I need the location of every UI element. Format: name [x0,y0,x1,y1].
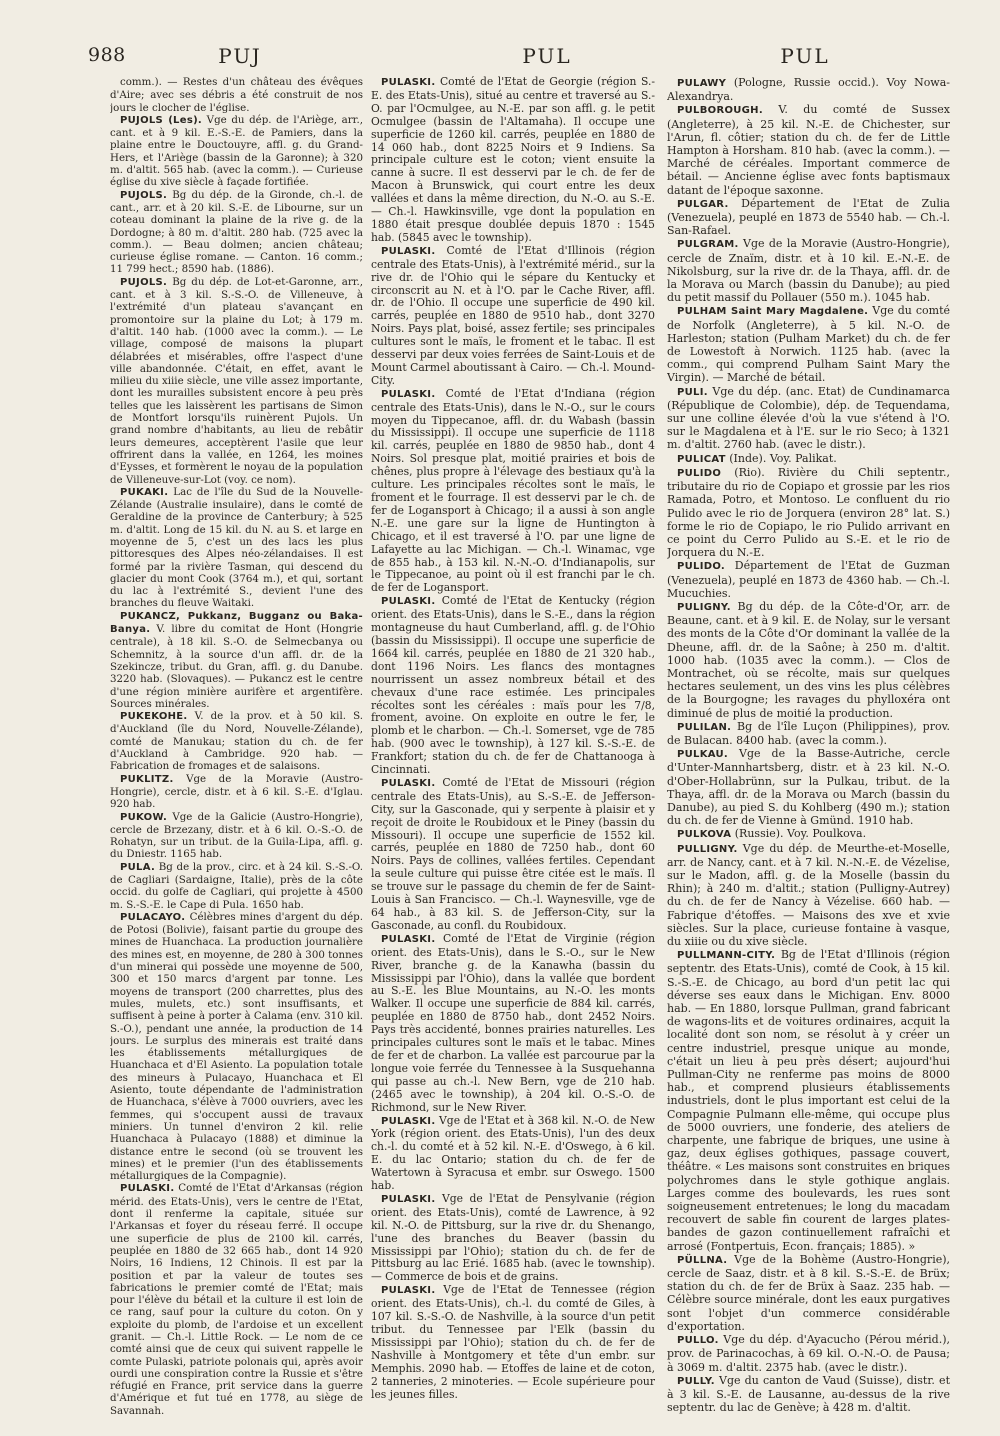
entry-headword: PUKOW. [120,811,168,823]
entry-text: Comté de l'Etat de Missouri (région centrale des Etats-Unis), au S.-S.-E. de Jefferson-City, sur la Gasconade, qui y serpente à plaisir et y reçoit de droite le Roubidoux et le Piney (bassin du Missouri). Il occupe une superficie de 1552 kil. carrés, peuplée en 1880 de 7250 hab., dont 60 Noirs. Pays de collines, vallées fertiles. Cependant la seule culture qui puisse être citée est le maïs. Il se trouve sur le passage du chemin de fer de Saint-Louis à San Francisco. — Ch.-l. Waynesville, vge de 64 hab., à 83 kil. S. de Jefferson-City, sur la Gasconade, au confl. du Roubidoux. [371,775,655,932]
entry-text: Vge de l'Etat de Pensylvanie (région orient. des Etats-Unis), comté de Lawrence, à 92 kil. N.-O. de Pittsburg, sur la rive dr. du Shenango, l'une des branches du Beaver (bassin du Mississippi par l'Ohio); station du ch. de fer de Pittsburg au lac Erié. 1685 hab. (avec le township). — Commerce de bois et de grains. [371,1191,655,1284]
entry-headword: PULIGNY. [677,601,731,613]
entry-text: V. de la prov. et à 50 kil. S. d'Auckland (île du Nord, Nouvelle-Zélande), comté de Manukau; station du ch. de fer d'Auckland à Cambridge. 920 hab. — Fabrication de fromages et de salaisons. [110,710,363,773]
entry-text: Comté de l'Etat d'Arkansas (région mérid. des Etats-Unis), vers le centre de l'Etat, dont il renferme la capitale, située sur l'Arkansas et foyer du réseau ferré. Il occupe une superficie de plus de 2100 kil. carrés, peuplée en 1880 de 32 665 hab., dont 14 920 Noirs, 16 Indiens, 12 Chinois. Il est par la position et par la valeur de toutes ses fabrications le premier comté de l'Etat; mais pour l'élève du bétail et la culture il est loin de ce rang, sauf pour la culture du coton. On y exploite du plomb, de l'ardoise et un excellent granit. — Ch.-l. Little Rock. — Le nom de ce comté ainsi que de ceux qui suivent rappelle le comte Pulaski, patriote polonais qui, après avoir ourdi une conspiration contre la Russie et s'être réfugié en France, prit service dans la guerre d'Amérique et fut tué en 1778, au siège de Savannah. [110,1182,363,1417]
dictionary-entry [110,911,363,1183]
entry-text: Lac de l'île du Sud de la Nouvelle-Zélande (Australie insulaire), dans le comté de Geraldine de la province de Canterbury; à 525 m. d'altit. Long de 15 kil. du N. au S. et large en moyenne de 5, c'est un des lacs les plus pittoresques des Alpes néo-zélandaises. Il est formé par la rivière Tasman, qui descend du glacier du mont Cook (3764 m.), et qui, sortant du lac à l'extrémité S., devient l'une des branches du fleuve Waitaki. [110,485,363,610]
dictionary-entry [667,76,950,103]
entry-headword: PULASKI. [381,388,436,400]
entry-headword: PULA. [120,861,156,873]
dictionary-entry [667,466,950,559]
entry-text: Comté de l'Etat de Virginie (région orient. des Etats-Unis), dans le S.-O., sur le New River, branche g. de la Kanawha (bassin du Mississippi par l'Ohio), dans la vallée que bordent au S.-E. les Blue Mountains, au N.-O. les monts Walker. Il occupe une superficie de 884 kil. carrés, peuplée en 1880 de 8750 hab., dont 2452 Noirs. Pays très accidenté, bonnes prairies naturelles. Les principales cultures sont le maïs et le tabac. Mines de fer et de charbon. La vallée est parcourue par la longue voie ferrée du Tennessee à la Susquehanna qui passe au ch.-l. New Bern, vge de 210 hab. (2465 avec le township), à 204 kil. O.-S.-O. de Richmond, sur le New River. [371,931,655,1114]
dictionary-entry [371,777,655,933]
dictionary-entry [667,103,950,196]
entry-headword: PULASKI. [381,596,436,608]
entry-text: Vge du dép. de Meurthe-et-Moselle, arr. de Nancy, cant. et à 7 kil. N.-N.-E. de Vézelise, sur le Madon, affl. g. de la Moselle (bassin du Rhin); à 240 m. d'altit.; station (Pulligny-Autrey) du ch. de fer de Nancy à Vézelise. 660 hab. — Fabrique d'étoffes. — Maisons des xve et xvie siècles. Sur la place, curieuse fontaine à vasque, du xiiie ou du xive siècle. [667,841,950,948]
entry-headword: PUKAKI. [120,486,169,498]
entry-text: Vge de la Galicie (Austro-Hongrie), cercle de Brzezany, distr. et à 6 kil. O.-S.-O. de Rohatyn, sur un tribut. de la Guila-Lipa, affl. g. du Dniestr. 1165 hab. [110,810,363,861]
dictionary-entry [667,720,950,747]
dictionary-entry [371,76,655,245]
dictionary-entry [667,559,950,600]
dictionary-entry [110,189,363,276]
entry-headword: PUKANCZ, Pukkanz, Bugganz ou Baka-Banya. [110,610,363,636]
entry-headword: PULILAN. [677,721,732,733]
dictionary-entry [371,388,655,596]
text-column-3 [667,76,950,1428]
entry-headword: PULLMANN-CITY. [677,950,776,962]
dictionary-entry [667,237,950,304]
entry-headword: PULI. [677,386,708,398]
entry-headword: PUKEKOHE. [120,711,188,723]
entry-text: Bg de la prov., circ. et à 24 kil. S.-S.-O. de Cagliari (Sardaigne, Italie), près de la côte occid. du golfe de Cagliari, qui projette à 4500 m. S.-S.-E. le Cape di Pula. 1650 hab. [110,860,363,911]
dictionary-entry [371,595,655,777]
entry-headword: PULASKI. [381,245,436,257]
dictionary-entry [667,385,950,452]
entry-text: Bg de l'Etat d'Illinois (région septentr. des Etats-Unis), comté de Cook, à 15 kil. S.-S.-E. de Chicago, au bord d'un petit lac qui déverse ses eaux dans le Michigan. Env. 8000 hab. — En 1880, lorsque Pullman, grand fabricant de wagons-lits et de voitures ordinaires, acquit la localité dont son nom, se résolut à y créer un centre industriel, presque unique au monde, c'était un lieu à peu près désert; aujourd'hui Pullman-City ne renferme pas moins de 8000 hab., et comprend plusieurs établissements industriels, dont le plus important est celui de la Compagnie Pulmann elle-même, qui occupe plus de 5000 ouvriers, une fonderie, des ateliers de charpente, une fabrique de briques, une usine à gaz, deux églises gothiques, passage couvert, théâtre. « Les maisons sont construites en briques polychromes dans le style gothique anglais. Larges comme des boulevards, les rues sont soigneusement entretenues; le long du macadam recouvert de sable fin courent de larges plates-bandes de gazon continuellement rafraîchi et arrosé (Fontpertuis, Econ. français; 1885). » [667,948,950,1253]
page-number: 988 [88,44,126,66]
entry-text: Célèbres mines d'argent du dép. de Potosi (Bolivie), faisant partie du groupe des mines de Huanchaca. La production journalière des mines est, en moyenne, de 280 à 300 tonnes d'un minerai qui possède une moyenne de 500, 300 et 150 marcs d'argent par tonne. Les moyens de transport (200 charrettes, plus des mules, mulets, etc.) sont insuffisants, et suffisent à peine à porter à Calama (env. 310 kil. S.-O.), pendant une année, la production de 14 jours. Le surplus des minerais est traité dans les établissements métallurgiques de Huanchaca et d'El Asiento. La population totale des mineurs à Pulacayo, Huanchaca et El Asiento, toute dépendante de l'administration de Huanchaca, s'élève à 7000 ouvriers, avec les femmes, qui s'occupent aussi de travaux miniers. Un tunnel d'environ 2 kil. relie Huanchaca à Pulacayo (1888) et diminue la distance entre le second (où se trouvent les mines) et le premier (l'un des établissements métallurgiques de la Compagnie). [110,910,363,1183]
entry-text: V. du comté de Sussex (Angleterre), à 25 kil. N.-E. de Chichester, sur l'Arun, fl. côtier; station du ch. de fer de Little Hampton à Horsham. 810 hab. (avec la comm.). — Marché de céréales. Important commerce de bétail. — Ancienne église avec fonts baptismaux datant de l'époque saxonne. [667,103,950,197]
dictionary-entry [371,1115,655,1193]
dictionary-entry [371,933,655,1115]
entry-text: Comté de l'Etat d'Indiana (région centrale des Etats-Unis), dans le N.-O., sur le cours moyen du Tippecanoe, affl. dr. du Wabash (bassin du Mississippi). Il occupe une superficie de 1118 kil. carrés, peuplée en 1880 de 9850 hab., dont 4 Noirs. Sol presque plat, moitié prairies et bois de chênes, plus propre à l'élevage des bestiaux qu'à la culture. Les principales récoltes sont le maïs, le froment et le fourrage. Il est desservi par le ch. de fer de Logansport à Chicago; il a aussi à son angle N.-E. une gare sur la ligne de Huntington à Chicago, et il est traversé à l'O. par une ligne de Lafayette au lac Michigan. — Ch.-l. Winamac, vge de 855 hab., à 153 kil. N.-N.-O. d'Indianapolis, sur le Tippecanoe, au point où il est franchi par le ch. de fer de Logansport. [371,386,655,595]
dictionary-entry [110,610,363,710]
dictionary-entry [667,197,950,238]
entry-text: Bg du dép. de Lot-et-Garonne, arr., cant. et à 3 kil. S.-S.-O. de Villeneuve, à l'extrémité d'un plateau s'avançant en promontoire sur la plaine du Lot; à 179 m. d'altit. 140 hab. (1000 avec la comm.). — Le village, composé de maisons la plupart délabrées et misérables, offre l'aspect d'une ville abandonnée. C'était, en effet, avant le milieu du xiiie siècle, une ville assez importante, dont les murailles subsistent encore à peu près telles que les laissèrent les partisans de Simon de Montfort lorsqu'ils ruinèrent Pujols. Un grand nombre d'habitants, au lieu de rebâtir leurs demeures, acceptèrent l'asile que leur offrirent dans la vallée, en 1264, les moines d'Eysses, et formèrent le noyau de la population de Villeneuve-sur-Lot (voy. ce nom). [110,275,363,486]
entry-headword: PULLO. [677,1335,719,1347]
entry-headword: PULKOVA [677,829,732,841]
dictionary-entry [667,452,950,466]
dictionary-entry [371,245,655,388]
entry-headword: PULASKI. [381,777,436,789]
dictionary-entry [371,1193,655,1284]
entry-text: Bg de l'île Luçon (Philippines), prov. de Bulacan. 8400 hab. (avec la comm.). [667,719,950,747]
entry-headword: PUJOLS (Les). [120,114,203,126]
entry-text: Vge du comté de Norfolk (Angleterre), à 5 kil. N.-O. de Harleston; station (Pulham Market) du ch. de fer de Lowestoft à Norwich. 1125 hab. (avec la comm., qui comprend Pulham Saint Mary the Virgin). — Marché de bétail. [667,304,950,385]
dictionary-entry [667,842,950,949]
entry-text: Département de l'Etat de Zulia (Venezuela), peuplé en 1873 de 5540 hab. — Ch.-l. San-Rafael. [667,196,950,238]
entry-text: Vge de la Moravie (Austro-Hongrie), cercle de Znaïm, distr. et à 10 kil. E.-N.-E. de Nikolsburg, sur la rive dr. de la Thaya, affl. dr. de la Morava ou March (bassin du Danube); au pied du petit massif du Pollauer (550 m.). 1045 hab. [667,237,950,305]
entry-headword: PULASKI. [381,1285,436,1297]
dictionary-entry [667,747,950,827]
entry-headword: PULICAT [677,453,726,465]
entry-headword: PULGRAM. [677,239,739,251]
dictionary-entry [110,861,363,911]
running-head-center: PUL [522,44,572,68]
entry-headword: PÜLLNA. [677,1254,728,1266]
dictionary-entry [667,1253,950,1333]
entry-headword: PULASKI. [120,1183,175,1195]
entry-text: Bg du dép. de la Gironde, ch.-l. de cant., arr. et à 20 kil. S.-E. de Libourne, sur un coteau dominant la plaine de la rive g. de la Dordogne; à 80 m. d'altit. 280 hab. (725 avec la comm.). — Beau dolmen; ancien château; curieuse église romane. — Canton. 16 comm.; 11 799 hect.; 8590 hab. (1886). [110,188,363,276]
entry-text: Vge de l'Etat de Tennessee (région orient. des Etats-Unis), ch.-l. du comté de Giles, à 107 kil. S.-S.-O. de Nashville, à la source d'un petit tribut. du Tennessee par l'Elk (bassin du Mississippi par l'Ohio); station du ch. de fer de Nashville à Montgomery et tête d'un embr. sur Memphis. 2090 hab. — Etoffes de laine et de coton, 2 tanneries, 2 minoteries. — Ecole supérieure pour les jeunes filles. [371,1283,655,1401]
entry-headword: PULASKI. [381,1115,436,1127]
entry-text: (Inde). Voy. Palikat. [729,451,837,465]
entry-headword: PULASKI. [381,1193,436,1205]
entry-headword: PULASKI. [381,77,436,88]
entry-text: V. libre du comitat de Hont (Hongrie centrale), à 18 kil. S.-O. de Selmecbanya ou Schemnitz, à la source d'un affl. dr. de la Szekincze, tribut. du Gran, affl. g. du Danube. 3220 hab. (Slovaques). — Pukancz est le centre d'une région minière aurifère et argentifère. Sources minérales. [110,623,363,710]
entry-text: Comté de l'Etat de Georgie (région S.-E. des Etats-Unis), situé au centre et traversé au S.-O. par l'Ocmulgee, au N.-E. par son affl. g. le petit Ocmulgee (bassin de l'Altamaha). Il occupe une superficie de 1260 kil. carrés, peuplée en 1880 de 14 060 hab., dont 8225 Noirs et 9 Indiens. Sa principale culture est le coton; vient ensuite la canne à sucre. Il est desservi par le ch. de fer de Macon à Brunswick, qui court entre les deux vallées et dans la même direction, du N.-O. au S.-E. — Ch.-l. Hawkinsville, vge dont la population en 1880 était presque doublée depuis 1870 : 1545 hab. (5845 avec le township). [371,76,655,244]
entry-headword: PULACAYO. [120,911,186,923]
entry-text: Vge de l'Etat et à 368 kil. N.-O. de New York (région orient. des Etats-Unis), l'un des deux ch.-l. du comté et à 52 kil. N.-E. d'Oswego, à 6 kil. E. du lac Ontario; station du ch. de fer de Watertown à Syracusa et embr. sur Oswego. 1500 hab. [371,1113,655,1193]
entry-headword: PULLIGNY. [677,843,738,855]
text-column-1 [110,76,363,1428]
entry-text: comm.). — Restes d'un château des évêques d'Aire; avec ses débris a été construit de nos jours le clocher de l'église. [110,76,363,114]
dictionary-entry [667,1374,950,1415]
text-column-2 [371,76,655,1428]
entry-headword: PULBOROUGH. [677,105,763,117]
dictionary-entry [110,1182,363,1417]
entry-headword: PULAWY [677,78,727,89]
entry-text: Vge du canton de Vaud (Suisse), distr. et à 3 kil. S.-E. de Lausanne, au-dessus de la rive septentr. du lac de Genève; à 428 m. d'altit. [667,1373,950,1415]
entry-text: Vge de la Basse-Autriche, cercle d'Unter-Mannhartsberg, distr. et à 23 kil. N.-O. d'Ober-Hollabrünn, sur la Pulkau, tribut. de la Thaya, affl. dr. de la Morava ou March (bassin du Danube), au pied S. du Kohlberg (490 m.); station du ch. de fer de Vienne à Gmünd. 1910 hab. [667,747,950,828]
entry-text: Vge de la Bohème (Austro-Hongrie), cercle de Saaz, distr. et à 8 kil. S.-S.-E. de Brüx; station du ch. de fer de Brüx à Saaz. 235 hab. — Célèbre source minérale, dont les eaux purgatives sont l'objet d'un commerce considérable d'exportation. [667,1252,950,1333]
entry-text: (Russie). Voy. Poulkova. [734,827,867,841]
dictionary-entry [110,76,363,114]
entry-headword: PUKLITZ. [120,773,174,785]
entry-text: Comté de l'Etat de Kentucky (région orient. des Etats-Unis), dans le S.-E., dans la région montagneuse du haut Cumberland, affl. g. de l'Ohio (bassin du Mississippi). Il occupe une superficie de 1664 kil. carrés, peuplée en 1880 de 21 320 hab., dont 1196 Noirs. Les flancs des montagnes nourrissent un assez nombreux bétail et des chevaux d'une race estimée. Les principales récoltes sont les céréales : maïs pour les 7/8, froment, avoine. On exploite en outre le fer, le plomb et le charbon. — Ch.-l. Somerset, vge de 785 hab. (900 avec le township), à 127 kil. S.-S.-E. de Frankfort; station du ch. de fer de Chattanooga à Cincinnati. [371,594,655,777]
dictionary-entry [110,486,363,610]
dictionary-entry [110,276,363,486]
running-head-left: PUJ [218,44,262,68]
entry-text: Vge du dép. d'Ayacucho (Pérou mérid.), prov. de Parinacochas, à 69 kil. O.-N.-O. de Pausa; à 3069 m. d'altit. 2375 hab. (avec le distr.). [667,1333,950,1374]
page-header [0,44,1000,74]
entry-headword: PULIDO [677,467,722,479]
dictionary-entry [667,600,950,720]
entry-headword: PULIDO. [677,561,726,573]
entry-text: Vge du dép. (anc. Etat) de Cundinamarca (République de Colombie), dép. de Tequendama, sur une colline élevée d'où la vue s'étend à l'O. sur le Magdalena et à l'E. sur le rio Seco; à 1321 m. d'altit. 2760 hab. (avec le distr.). [667,384,950,452]
dictionary-entry [371,1284,655,1401]
entry-text: Bg du dép. de la Côte-d'Or, arr. de Beaune, cant. et à 9 kil. E. de Nolay, sur le versant des monts de la Côte d'Or dominant la vallée de la Dheune, affl. dr. de la Saône; à 250 m. d'altit. 1000 hab. (1035 avec la comm.). — Clos de Montrachet, où se récolte, mais sur quelques hectares seulement, un des vins les plus célèbres de la Bourgogne; les ravages du phylloxéra ont diminué de plus de moitié la production. [667,599,950,720]
dictionary-entry [667,304,950,384]
entry-text: Comté de l'Etat d'Illinois (région centrale des Etats-Unis), à l'extrémité mérid., sur la rive dr. de l'Ohio qui le sépare du Kentucky et circonscrit au N. et à l'O. par le Cache River, affl. dr. de l'Ohio. Il occupe une superficie de 490 kil. carrés, peuplée en 1880 de 9510 hab., dont 3270 Noirs. Pays plat, boisé, assez fertile; ses principales cultures sont le maïs, le froment et le tabac. Il est desservi par deux voies ferrées de Saint-Louis et de Mount Carmel aboutissant à Cairo. — Ch.-l. Mound-City. [371,243,655,387]
entry-text: Vge de la Moravie (Austro-Hongrie), cercle, distr. et à 6 kil. S.-E. d'Iglau. 920 hab. [110,772,363,811]
dictionary-entry [110,114,363,189]
entry-headword: PULASKI. [381,933,436,945]
entry-headword: PULHAM Saint Mary Magdalene. [677,306,869,318]
dictionary-entry [110,773,363,811]
dictionary-entry [667,827,950,841]
entry-headword: PULLY. [677,1375,715,1387]
entry-text: (Rio). Rivière du Chili septentr., tributaire du rio de Copiapo et grossie par les rios Ramada, Potro, et Montoso. Le confluent du rio Pulido avec le rio de Jorquera (environ 28° lat. S.) forme le rio de Copiapo, le rio Pulido arrivant en ce point du Cerro Pulido au S.-E. et le rio de Jorquera du N.-E. [667,465,950,560]
dictionary-entry [667,1333,950,1374]
entry-text: Département de l'Etat de Guzman (Venezuela), peuplé en 1873 de 4360 hab. — Ch.-l. Mucuchies. [667,559,950,600]
running-head-right: PUL [780,44,830,68]
entry-text: (Pologne, Russie occid.). Voy Nowa-Alexandrya. [667,76,950,104]
dictionary-entry [110,710,363,772]
entry-headword: PULGAR. [677,198,729,210]
entry-headword: PUJOLS. [120,276,168,288]
entry-headword: PUJOLS. [120,189,168,201]
entry-text: Vge du dép. de l'Ariège, arr., cant. et à 9 kil. E.-S.-E. de Pamiers, dans la plaine entre le Douctouyre, affl. g. du Grand-Hers, et l'Ariège (bassin de la Garonne); à 320 m. d'altit. 565 hab. (avec la comm.). — Curieuse église du xive siècle à façade fortifiée. [110,113,363,189]
dictionary-entry [667,948,950,1253]
entry-headword: PULKAU. [677,749,729,761]
dictionary-entry [110,811,363,861]
